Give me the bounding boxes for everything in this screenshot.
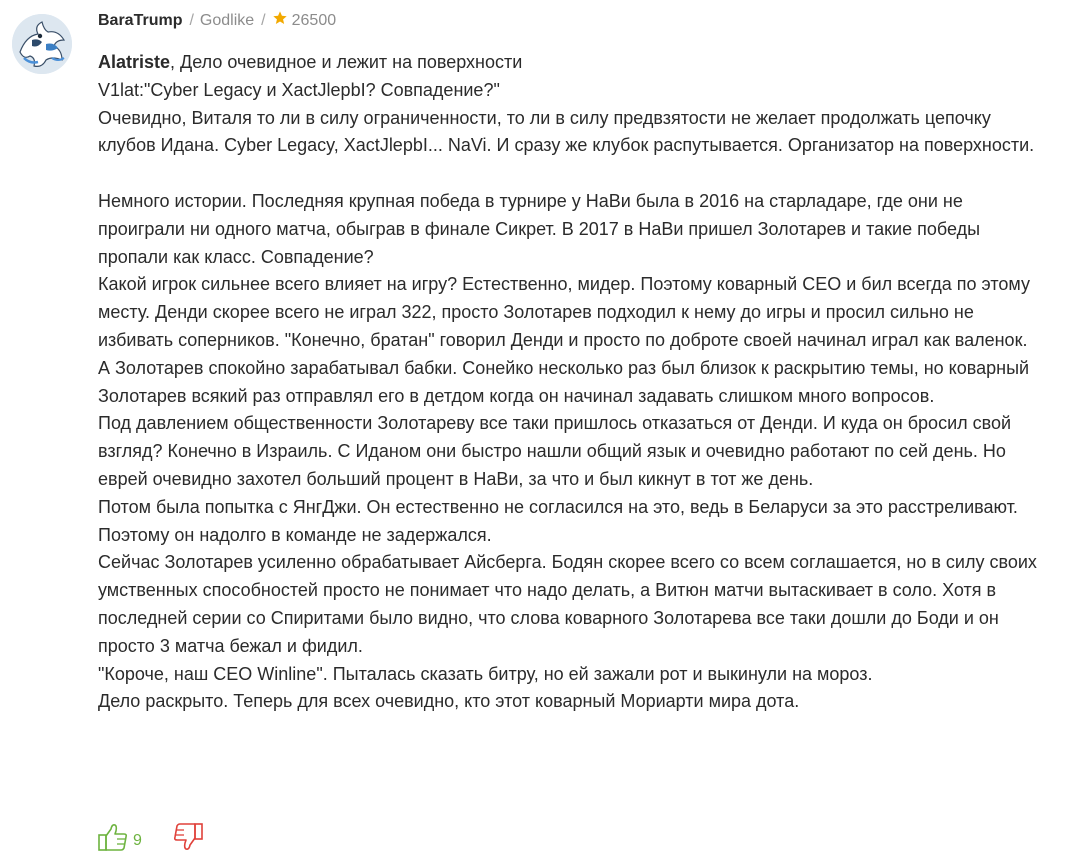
comment-paragraph: Потом была попытка с ЯнгДжи. Он естественно не согласился на это, ведь в Беларуси за это расстреливают. Поэтому он надолго в команде не задержался. [98,496,1018,545]
separator: / [189,12,194,29]
author-name[interactable]: BaraTrump [98,12,183,29]
separator: / [261,12,266,29]
comment-paragraph: Под давлением общественности Золотареву все таки пришлось отказаться от Денди. И куда он бросил свой взгляд? Конечно в Израиль. С Иданом они быстро нашли общий язык и очевидно работают по сей день. Но еврей очевидно захотел больший процент в НаВи, за что и был кикнут в тот же день. [98,413,1012,489]
thumbs-up-icon [97,822,129,857]
author-rank: Godlike [199,12,255,29]
comment-paragraph: Сейчас Золотарев усиленно обрабатывает Айсберга. Бодян скорее всего со всем соглашается, но в силу своих умственных способностей просто не понимает что надо делать, а Витюн матчи вытаскивает в соло. Хотя в последней серии со Спиритами было видно, что слова коварного Золотарева все таки дошли до Боди и он просто 3 матча бежал и фидил. [98,552,1037,656]
comment-paragraph: Очевидно, Виталя то ли в силу ограниченности, то ли в силу предвзятости не желает продолжать цепочку клубов Идана. Cyber Legacy, XactJlepbI... NaVi. И сразу же клубок распутывается. Организатор на поверхности. [98,107,1035,156]
comment-actions [97,821,204,858]
mention-username[interactable]: Alatriste [98,52,171,72]
avatar-image [12,14,72,74]
comment-paragraph: Дело раскрыто. Теперь для всех очевидно, кто этот коварный Мориарти мира дота. [98,691,800,712]
comment-paragraph: "Короче, наш CEO Winline". Пыталась сказать битру, но ей зажали рот и выкинули на мороз. [98,663,873,684]
dislike-button[interactable] [172,821,204,858]
avatar[interactable] [12,14,72,74]
mention-text: , Дело очевидное и лежит на поверхности [170,52,523,72]
comment-body [98,49,1043,716]
comment-blank-line [98,160,1043,188]
author-rating: 26500 [291,12,337,29]
comment-intro [98,49,1043,77]
like-count: 9 [133,831,142,849]
thumbs-down-icon [172,821,204,858]
like-button[interactable] [97,822,142,857]
comment-paragraph: V1lat:"Cyber Legacy и XactJlepbI? Совпадение?" [98,79,500,100]
comment-paragraph: Какой игрок сильнее всего влияет на игру? Естественно, мидер. Поэтому коварный CEO и бил всегда по этому месту. Денди скорее всего не играл 322, просто Золотарев подходил к нему до игры и просил сильно не избивать соперников. "Конечно, братан" говорил Денди и просто по доброте своей начинал играл как валенок. А Золотарев спокойно зарабатывал бабки. Сонейко несколько раз был близок к раскрытию темы, но коварный Золотарев всякий раз отправлял его в детдом когда он начинал задавать слишком много вопросов. [98,274,1030,406]
comment-paragraph: Немного истории. Последняя крупная победа в турнире у НаВи была в 2016 на старладаре, где они не проиграли ни одного матча, обыграв в финале Сикрет. В 2017 в НаВи пришел Золотарев и такие победы пропали как класс. Совпадение? [98,190,981,267]
star-icon [272,10,288,31]
comment-header [98,10,336,32]
